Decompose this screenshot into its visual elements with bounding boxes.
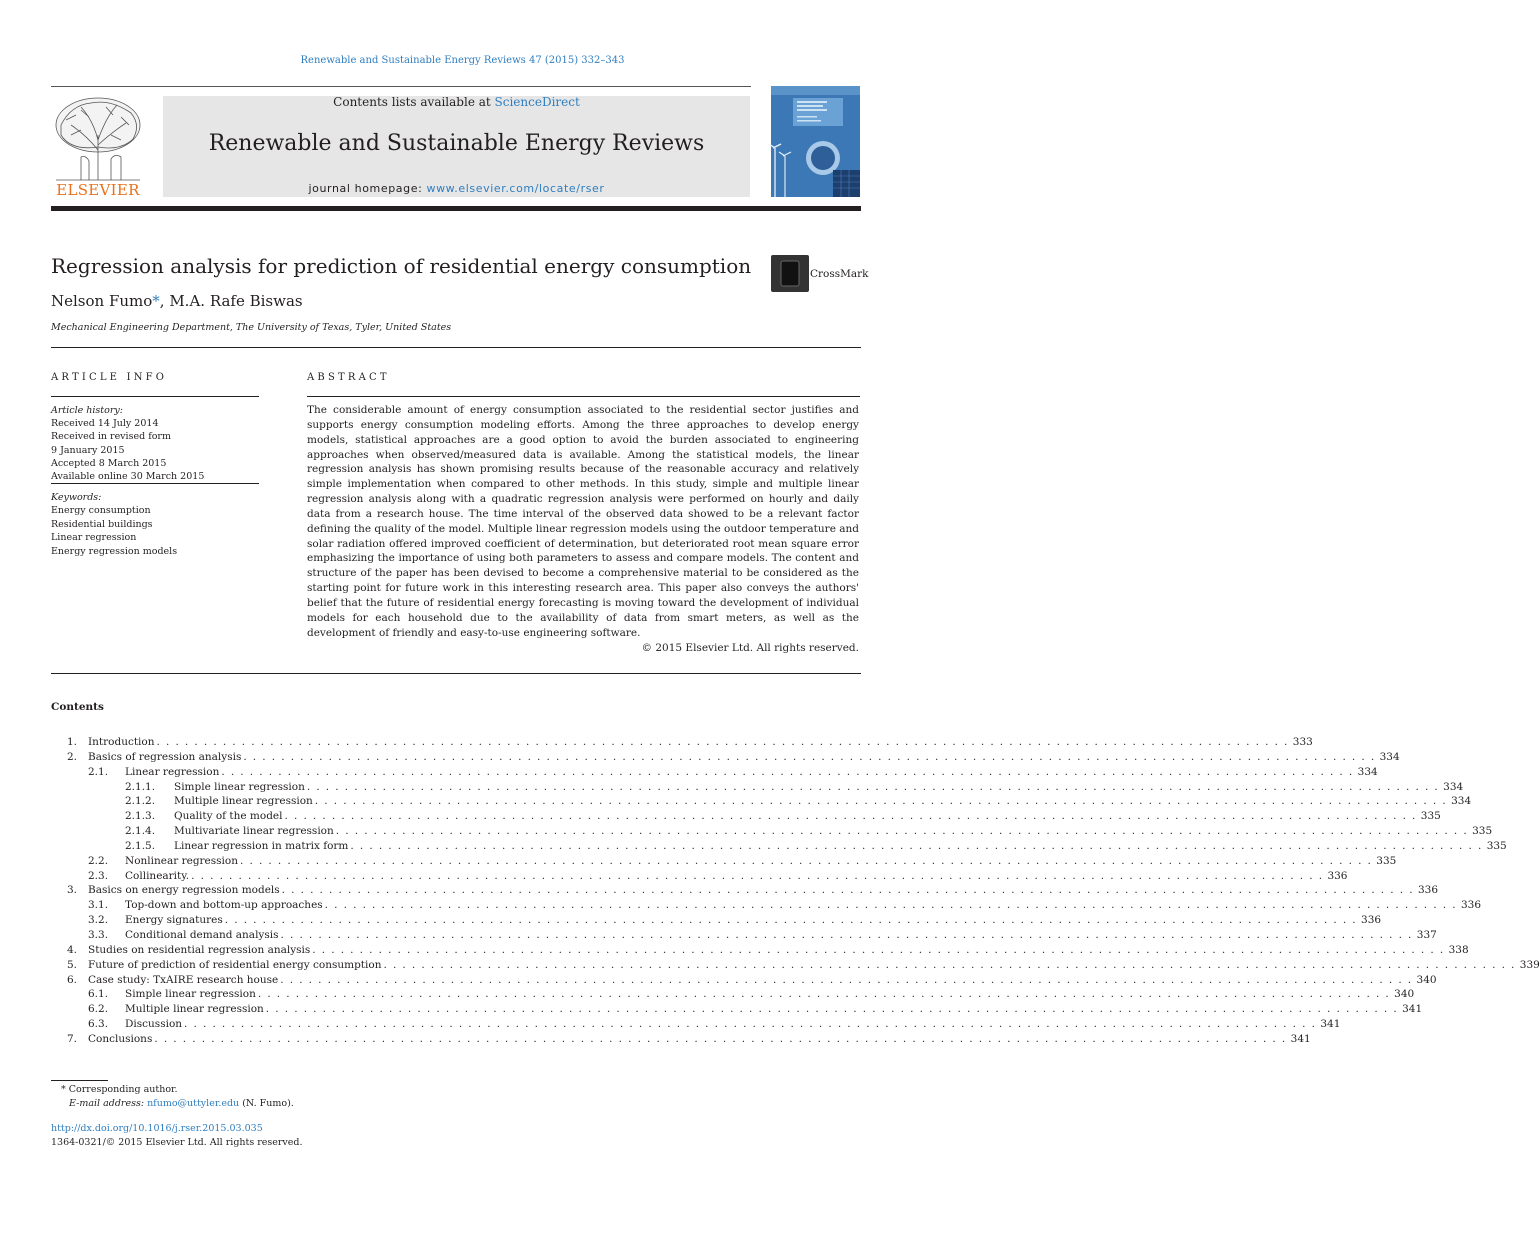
email-suffix: (N. Fumo). <box>239 1098 294 1109</box>
toc-number: 6.2. <box>88 1003 109 1016</box>
title-rule <box>51 347 861 348</box>
toc-number: 2. <box>67 750 78 763</box>
toc-line <box>125 913 1382 928</box>
toc-leader-dots: . . . . . . . . . . . . . . . . . . . . . . . . . . . . . . . . . . . . . . . . . . . . . . . . . . . . . . . . . . . . . . . . . . . . . . . . . . . . . . . . . . . . . . . . . . . . . . . . . . . . . . . . . . . . . . . . . . . . . . . . <box>224 914 1358 927</box>
toc-page-number: 337 <box>1416 928 1437 941</box>
toc-title[interactable]: Conclusions <box>88 1032 153 1045</box>
toc-line <box>174 794 1472 809</box>
article-info-heading: ARTICLE INFO <box>51 372 168 383</box>
keyword-item: Residential buildings <box>51 518 153 530</box>
toc-line <box>88 943 1469 958</box>
journal-citation[interactable]: Renewable and Sustainable Energy Reviews 47 (2015) 332–343 <box>300 55 625 66</box>
toc-number: 1. <box>67 736 78 748</box>
toc-title[interactable]: Linear regression <box>125 765 220 778</box>
toc-page-number: 334 <box>1357 765 1378 778</box>
toc-line <box>125 1002 1423 1017</box>
keyword-item: Linear regression <box>51 532 137 544</box>
toc-leader-dots: . . . . . . . . . . . . . . . . . . . . . . . . . . . . . . . . . . . . . . . . . . . . . . . . . . . . . . . . . . . . . . . . . . . . . . . . . . . . . . . . . . . . . . . . . . . . . . . . . . . . . . . . . . . . . . . . . . . . . . . . <box>383 958 1516 971</box>
keywords-label: Keywords: <box>51 492 102 503</box>
toc-entry[interactable] <box>51 898 1482 913</box>
toc-entry[interactable] <box>51 750 1400 765</box>
author-list <box>51 292 303 310</box>
abstract-rule <box>307 396 860 397</box>
toc-title[interactable]: Multiple linear regression <box>174 795 313 808</box>
toc-number: 2.1. <box>88 765 109 778</box>
toc-number: 6.3. <box>88 1018 109 1031</box>
toc-leader-dots: . . . . . . . . . . . . . . . . . . . . . . . . . . . . . . . . . . . . . . . . . . . . . . . . . . . . . . . . . . . . . . . . . . . . . . . . . . . . . . . . . . . . . . . . . . . . . . . . . . . . . . . . . . . . . . . . . . . . . . . . <box>265 1003 1399 1016</box>
toc-title[interactable]: Basics of regression analysis <box>88 750 242 763</box>
header-thick-rule <box>51 206 861 211</box>
contents-heading: Contents <box>51 701 104 713</box>
footnote-mark: * <box>61 1084 66 1095</box>
toc-number: 2.1.4. <box>125 825 156 838</box>
toc-page-number: 341 <box>1402 1003 1423 1016</box>
toc-line <box>88 735 1313 750</box>
toc-number: 3.3. <box>88 928 109 941</box>
toc-entry[interactable] <box>51 809 1441 824</box>
article-history <box>51 404 259 484</box>
homepage-link[interactable]: www.elsevier.com/locate/rser <box>426 182 605 195</box>
history-received: Received 14 July 2014 <box>51 418 159 430</box>
toc-title[interactable]: Linear regression in matrix form <box>174 839 349 852</box>
toc-entry[interactable] <box>51 824 1493 839</box>
toc-leader-dots: . . . . . . . . . . . . . . . . . . . . . . . . . . . . . . . . . . . . . . . . . . . . . . . . . . . . . . . . . . . . . . . . . . . . . . . . . . . . . . . . . . . . . . . . . . . . . . . . . . . . . . . . . . . . . . . . . . . . . . . . <box>257 988 1391 1001</box>
toc-entry[interactable] <box>51 735 1313 750</box>
toc-line <box>88 750 1400 765</box>
toc-title[interactable]: Future of prediction of residential energy consumption <box>88 958 382 971</box>
toc-leader-dots: . . . . . . . . . . . . . . . . . . . . . . . . . . . . . . . . . . . . . . . . . . . . . . . . . . . . . . . . . . . . . . . . . . . . . . . . . . . . . . . . . . . . . . . . . . . . . . . . . . . . . . . . . . . . . . . . . . . . . . . . <box>284 810 1417 823</box>
toc-line <box>125 854 1397 869</box>
toc-title[interactable]: Case study: TxAIRE research house <box>88 973 279 986</box>
history-label: Article history: <box>51 405 123 416</box>
toc-entry[interactable] <box>51 780 1464 795</box>
toc-page-number: 336 <box>1417 884 1438 897</box>
toc-page-number: 335 <box>1420 810 1441 823</box>
toc-line <box>174 839 1507 854</box>
corresponding-author-note <box>51 1084 178 1095</box>
abstract-bottom-rule <box>51 673 861 674</box>
toc-title[interactable]: Top-down and bottom-up approaches <box>125 899 323 912</box>
toc-number: 7. <box>67 1032 78 1045</box>
toc-title[interactable]: Energy signatures <box>125 914 223 927</box>
toc-title[interactable]: Studies on residential regression analysis <box>88 943 311 956</box>
toc-page-number: 335 <box>1486 839 1507 852</box>
toc-page-number: 336 <box>1460 899 1482 912</box>
toc-title[interactable]: Introduction <box>88 736 155 748</box>
history-online: Available online 30 March 2015 <box>51 470 259 484</box>
toc-number: 2.2. <box>88 854 109 867</box>
elsevier-wordmark: ELSEVIER <box>56 181 140 199</box>
toc-page-number: 335 <box>1472 825 1493 838</box>
toc-entry[interactable] <box>51 1002 1423 1017</box>
keywords <box>51 491 259 558</box>
toc-number: 3.1. <box>88 899 109 912</box>
toc-number: 2.1.3. <box>125 810 156 823</box>
toc-entry[interactable] <box>51 1017 1341 1032</box>
toc-leader-dots: . . . . . . . . . . . . . . . . . . . . . . . . . . . . . . . . . . . . . . . . . . . . . . . . . . . . . . . . . . . . . . . . . . . . . . . . . . . . . . . . . . . . . . . . . . . . . . . . . . . . . . . . . . . . . . . . . . . . . . . . <box>350 839 1483 852</box>
toc-title[interactable]: Simple linear regression <box>174 780 305 793</box>
contents-available-line <box>163 95 750 109</box>
toc-number: 4. <box>67 943 78 956</box>
toc-line <box>125 928 1437 943</box>
toc-entry[interactable] <box>51 883 1438 898</box>
contents-prefix: Contents lists available at <box>333 95 495 109</box>
toc-title[interactable]: Simple linear regression <box>125 988 256 1001</box>
email-note <box>69 1098 294 1109</box>
toc-number: 2.1.5. <box>125 839 156 852</box>
toc-number: 2.1.2. <box>125 795 156 808</box>
toc-line <box>88 883 1438 898</box>
toc-leader-dots: . . . . . . . . . . . . . . . . . . . . . . . . . . . . . . . . . . . . . . . . . . . . . . . . . . . . . . . . . . . . . . . . . . . . . . . . . . . . . . . . . . . . . . . . . . . . . . . . . . . . . . . . . . . . . . . . . . . . . . . . <box>221 765 1354 778</box>
toc-page-number: 333 <box>1292 736 1313 748</box>
email-link[interactable]: nfumo@uttyler.edu <box>147 1098 240 1109</box>
toc-page-number: 340 <box>1416 973 1437 986</box>
toc-leader-dots: . . . . . . . . . . . . . . . . . . . . . . . . . . . . . . . . . . . . . . . . . . . . . . . . . . . . . . . . . . . . . . . . . . . . . . . . . . . . . . . . . . . . . . . . . . . . . . . . . . . . . . . . . . . . . . . . . . . . . . . . <box>324 899 1457 912</box>
journal-homepage-line <box>163 182 750 195</box>
toc-leader-dots: . . . . . . . . . . . . . . . . . . . . . . . . . . . . . . . . . . . . . . . . . . . . . . . . . . . . . . . . . . . . . . . . . . . . . . . . . . . . . . . . . . . . . . . . . . . . . . . . . . . . . . . . . . . . . . . . . . . . . . . . <box>280 928 1413 941</box>
issn-copyright: 1364-0321/© 2015 Elsevier Ltd. All rights reserved. <box>51 1137 303 1148</box>
toc-page-number: 341 <box>1290 1032 1311 1045</box>
toc-line <box>88 973 1437 988</box>
toc-title[interactable]: Multivariate linear regression <box>174 825 334 838</box>
corresponding-author-text: Corresponding author. <box>65 1084 178 1095</box>
affiliation: Mechanical Engineering Department, The University of Texas, Tyler, United States <box>51 322 452 333</box>
history-revised-date: 9 January 2015 <box>51 444 125 456</box>
journal-title: Renewable and Sustainable Energy Reviews <box>208 131 705 156</box>
toc-entry[interactable] <box>51 958 1540 973</box>
toc-entry[interactable] <box>51 765 1378 780</box>
history-accepted: Accepted 8 March 2015 <box>51 457 167 469</box>
toc-line <box>125 765 1378 780</box>
toc-page-number: 339 <box>1519 958 1540 971</box>
toc-title[interactable]: Collinearity. <box>125 869 190 882</box>
toc-title[interactable]: Basics on energy regression models <box>88 884 280 897</box>
toc-leader-dots: . . . . . . . . . . . . . . . . . . . . . . . . . . . . . . . . . . . . . . . . . . . . . . . . . . . . . . . . . . . . . . . . . . . . . . . . . . . . . . . . . . . . . . . . . . . . . . . . . . . . . . . . . . . . . . . . . . . . . . . . <box>243 750 1376 763</box>
toc-line <box>88 958 1540 973</box>
toc-title[interactable]: Nonlinear regression <box>125 854 238 867</box>
toc-leader-dots: . . . . . . . . . . . . . . . . . . . . . . . . . . . . . . . . . . . . . . . . . . . . . . . . . . . . . . . . . . . . . . . . . . . . . . . . . . . . . . . . . . . . . . . . . . . . . . . . . . . . . . . . . . . . . . . . . . . . . . . . <box>312 943 1445 956</box>
doi-link[interactable]: http://dx.doi.org/10.1016/j.rser.2015.03.035 <box>51 1123 263 1134</box>
footnote-rule <box>51 1080 108 1081</box>
toc-line <box>174 824 1493 839</box>
toc-title[interactable]: Conditional demand analysis <box>125 928 279 941</box>
toc-entry[interactable] <box>51 839 1507 854</box>
toc-page-number: 338 <box>1448 943 1469 956</box>
article-title: Regression analysis for prediction of residential energy consumption <box>51 254 752 278</box>
toc-leader-dots: . . . . . . . . . . . . . . . . . . . . . . . . . . . . . . . . . . . . . . . . . . . . . . . . . . . . . . . . . . . . . . . . . . . . . . . . . . . . . . . . . . . . . . . . . . . . . . . . . . . . . . . . . . . . . . . . . . . . . . . . <box>191 869 1324 882</box>
toc-line <box>125 987 1415 1002</box>
toc-entry[interactable] <box>51 928 1437 943</box>
toc-line <box>174 809 1441 824</box>
toc-entry[interactable] <box>51 854 1397 869</box>
toc-leader-dots: . . . . . . . . . . . . . . . . . . . . . . . . . . . . . . . . . . . . . . . . . . . . . . . . . . . . . . . . . . . . . . . . . . . . . . . . . . . . . . . . . . . . . . . . . . . . . . . . . . . . . . . . . . . . . . . . . . . . . . . . <box>281 884 1414 897</box>
toc-line <box>125 898 1482 913</box>
toc-title[interactable]: Discussion <box>125 1018 183 1031</box>
abstract-heading: ABSTRACT <box>307 372 390 383</box>
toc-leader-dots: . . . . . . . . . . . . . . . . . . . . . . . . . . . . . . . . . . . . . . . . . . . . . . . . . . . . . . . . . . . . . . . . . . . . . . . . . . . . . . . . . . . . . . . . . . . . . . . . . . . . . . . . . . . . . . . . . . . . . . . . <box>335 825 1469 838</box>
toc-page-number: 334 <box>1379 750 1400 763</box>
keyword-item: Energy consumption <box>51 505 151 517</box>
toc-entry[interactable] <box>51 913 1382 928</box>
toc-number: 2.1.1. <box>125 780 156 793</box>
toc-title[interactable]: Quality of the model <box>174 810 283 823</box>
toc-leader-dots: . . . . . . . . . . . . . . . . . . . . . . . . . . . . . . . . . . . . . . . . . . . . . . . . . . . . . . . . . . . . . . . . . . . . . . . . . . . . . . . . . . . . . . . . . . . . . . . . . . . . . . . . . . . . . . . . . . . . . . . . <box>314 795 1448 808</box>
toc-leader-dots: . . . . . . . . . . . . . . . . . . . . . . . . . . . . . . . . . . . . . . . . . . . . . . . . . . . . . . . . . . . . . . . . . . . . . . . . . . . . . . . . . . . . . . . . . . . . . . . . . . . . . . . . . . . . . . . . . . . . . . . . <box>154 1032 1287 1045</box>
journal-cover-image[interactable] <box>771 86 860 197</box>
toc-number: 3. <box>67 884 78 897</box>
toc-entry[interactable] <box>51 869 1348 884</box>
toc-leader-dots: . . . . . . . . . . . . . . . . . . . . . . . . . . . . . . . . . . . . . . . . . . . . . . . . . . . . . . . . . . . . . . . . . . . . . . . . . . . . . . . . . . . . . . . . . . . . . . . . . . . . . . . . . . . . . . . . . . . . . . . . <box>280 973 1413 986</box>
crossmark-label: CrossMark <box>810 268 869 280</box>
toc-line <box>125 869 1348 884</box>
toc-number: 6. <box>67 973 78 986</box>
abstract-copyright: © 2015 Elsevier Ltd. All rights reserved. <box>641 642 859 654</box>
keyword-item: Energy regression models <box>51 545 178 557</box>
toc-leader-dots: . . . . . . . . . . . . . . . . . . . . . . . . . . . . . . . . . . . . . . . . . . . . . . . . . . . . . . . . . . . . . . . . . . . . . . . . . . . . . . . . . . . . . . . . . . . . . . . . . . . . . . . . . . . . . . . . . . . . . . . . <box>184 1018 1317 1031</box>
table-of-contents <box>51 735 1540 1047</box>
toc-entry[interactable] <box>51 987 1415 1002</box>
toc-page-number: 335 <box>1376 854 1397 867</box>
toc-page-number: 334 <box>1443 780 1464 793</box>
article-info-rule <box>51 396 259 397</box>
toc-line <box>125 1017 1341 1032</box>
toc-leader-dots: . . . . . . . . . . . . . . . . . . . . . . . . . . . . . . . . . . . . . . . . . . . . . . . . . . . . . . . . . . . . . . . . . . . . . . . . . . . . . . . . . . . . . . . . . . . . . . . . . . . . . . . . . . . . . . . . . . . . . . . . <box>240 854 1373 867</box>
toc-page-number: 341 <box>1320 1018 1341 1031</box>
toc-page-number: 340 <box>1394 988 1415 1001</box>
toc-line <box>174 780 1464 795</box>
author-fumo[interactable]: Nelson Fumo <box>51 292 153 310</box>
toc-entry[interactable] <box>51 973 1437 988</box>
toc-page-number: 336 <box>1361 914 1382 927</box>
history-revised: Received in revised form <box>51 431 171 443</box>
email-label: E-mail address: <box>69 1098 148 1109</box>
toc-title[interactable]: Multiple linear regression <box>125 1003 264 1016</box>
toc-page-number: 336 <box>1327 869 1348 882</box>
toc-entry[interactable] <box>51 794 1472 809</box>
toc-leader-dots: . . . . . . . . . . . . . . . . . . . . . . . . . . . . . . . . . . . . . . . . . . . . . . . . . . . . . . . . . . . . . . . . . . . . . . . . . . . . . . . . . . . . . . . . . . . . . . . . . . . . . . . . . . . . . . . . . . . . . . . . <box>156 736 1289 748</box>
header-top-rule <box>51 86 751 87</box>
toc-number: 3.2. <box>88 914 109 927</box>
abstract-text: The considerable amount of energy consumption associated to the residential sector justifies and supports energy consumption modeling efforts. Among the three approaches to develop energy models, statistical approaches are a good option to avoid the burden associated to engineering approaches when observed/measured data is available. Among the statistical models, the linear regression analysis has shown promising results because of the reasonable accuracy and relatively simple implementation when compared to other methods. In this study, simple and multiple linear regression analysis along with a quadratic regression analysis were performed on hourly and daily data from a research house. The time interval of the observed data showed to be a relevant factor defining the quality of the model. Multiple linear regression models using the outdoor temperature and solar radiation offered improved coefficient of determination, but deteriorated root mean square error emphasizing the importance of using both parameters to assess and compare models. The content and structure of the paper has been devised to become a comprehensive material to be considered as the starting point for future work in this interesting research area. This paper also conveys the authors' belief that the future of residential energy forecasting is moving toward the development of individual models for each household due to the availability of data from smart meters, as well as the development of friendly and easy-to-use engineering software. <box>307 404 859 639</box>
homepage-prefix: journal homepage: <box>308 182 427 195</box>
toc-number: 6.1. <box>88 988 109 1001</box>
toc-number: 5. <box>67 958 78 971</box>
author-biswas[interactable]: , M.A. Rafe Biswas <box>159 292 303 310</box>
toc-page-number: 334 <box>1451 795 1472 808</box>
toc-entry[interactable] <box>51 1032 1311 1047</box>
toc-number: 2.3. <box>88 869 109 882</box>
toc-leader-dots: . . . . . . . . . . . . . . . . . . . . . . . . . . . . . . . . . . . . . . . . . . . . . . . . . . . . . . . . . . . . . . . . . . . . . . . . . . . . . . . . . . . . . . . . . . . . . . . . . . . . . . . . . . . . . . . . . . . . . . . . <box>306 780 1440 793</box>
toc-entry[interactable] <box>51 943 1469 958</box>
sciencedirect-link[interactable]: ScienceDirect <box>494 95 580 109</box>
corresponding-author-mark[interactable]: * <box>152 292 160 310</box>
toc-line <box>88 1032 1311 1047</box>
